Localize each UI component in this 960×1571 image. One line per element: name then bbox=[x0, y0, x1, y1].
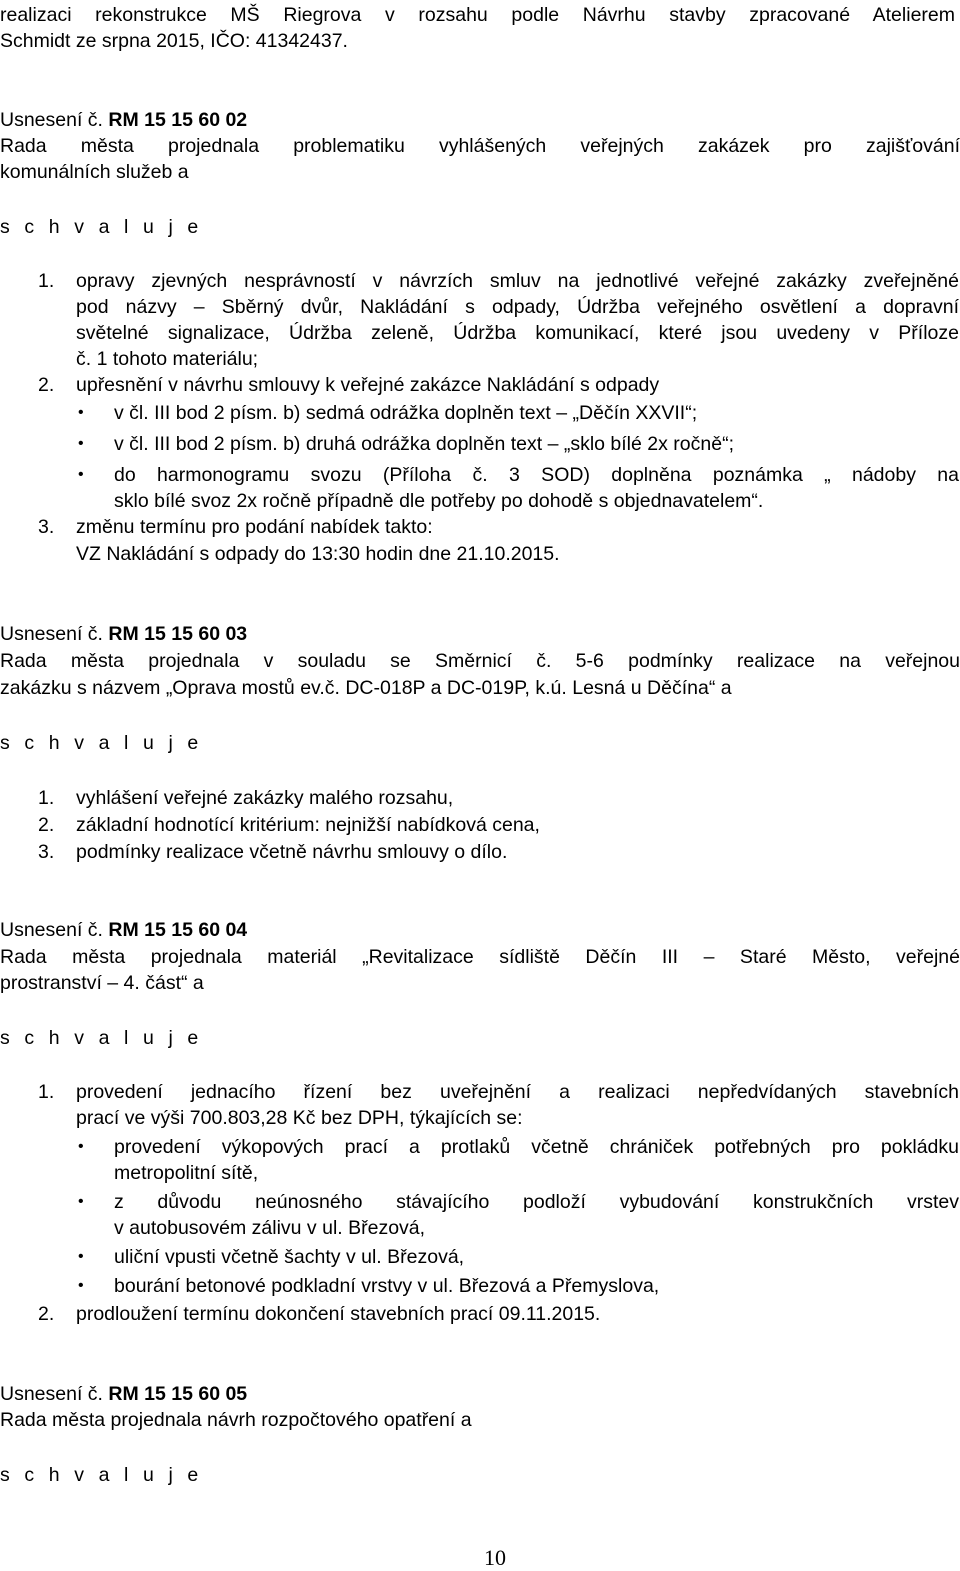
bullet-text: sklo bílé svoz 2x ročně případně dle potřeby po dohodě s objednavatelem“. bbox=[114, 490, 764, 512]
resolution-heading bbox=[0, 1381, 247, 1407]
bullet-text: z důvodu neúnosného stávajícího podloží vybudování konstrukčních vrstev bbox=[114, 1191, 959, 1213]
approve-word: s c h v a l u j e bbox=[0, 216, 203, 238]
bullet-icon: • bbox=[78, 1277, 84, 1294]
bullet-text: v autobusovém zálivu v ul. Březová, bbox=[114, 1217, 426, 1239]
resolution-text: zakázku s názvem „Oprava mostů ev.č. DC-018P a DC-019P, k.ú. Lesná u Děčína“ a bbox=[0, 677, 732, 699]
bullet-text: metropolitní sítě, bbox=[114, 1162, 259, 1184]
bullet-text: uliční vpusti včetně šachty v ul. Březová, bbox=[114, 1246, 465, 1268]
item-number: 1. bbox=[38, 270, 55, 292]
bullet-text: v čl. III bod 2 písm. b) sedmá odrážka doplněn text – „Děčín XXVII“; bbox=[114, 402, 698, 424]
resolution-heading bbox=[0, 621, 247, 647]
item-text: světelné signalizace, Údržba zeleně, Údržba komunikací, které jsou uvedeny v Příloze bbox=[76, 322, 959, 344]
resolution-heading bbox=[0, 917, 247, 943]
item-text: vyhlášení veřejné zakázky malého rozsahu, bbox=[76, 787, 454, 809]
heading-prefix: Usnesení č. bbox=[0, 623, 103, 645]
item-text: pod názvy – Sběrný dvůr, Nakládání s odpady, Údržba veřejného osvětlení a dopravní bbox=[76, 296, 959, 318]
resolution-text: prostranství – 4. část“ a bbox=[0, 972, 204, 994]
bullet-icon: • bbox=[78, 404, 84, 421]
item-number: 2. bbox=[38, 1303, 55, 1325]
item-text: prací ve výši 700.803,28 Kč bez DPH, týkajících se: bbox=[76, 1107, 523, 1129]
item-text: č. 1 tohoto materiálu; bbox=[76, 348, 259, 370]
resolution-text: komunálních služeb a bbox=[0, 161, 189, 183]
heading-prefix: Usnesení č. bbox=[0, 919, 103, 941]
resolution-text: Rada města projednala v souladu se Směrnicí č. 5-6 podmínky realizace na veřejnou bbox=[0, 650, 960, 672]
item-text: základní hodnotící kritérium: nejnižší nabídková cena, bbox=[76, 814, 540, 836]
heading-prefix: Usnesení č. bbox=[0, 1383, 103, 1405]
bullet-icon: • bbox=[78, 1193, 84, 1210]
heading-number: RM 15 15 60 04 bbox=[108, 919, 248, 941]
heading-number: RM 15 15 60 05 bbox=[108, 1383, 248, 1405]
item-number: 3. bbox=[38, 516, 55, 538]
heading-prefix: Usnesení č. bbox=[0, 109, 103, 131]
item-number: 1. bbox=[38, 1081, 55, 1103]
item-number: 3. bbox=[38, 841, 55, 863]
approve-word: s c h v a l u j e bbox=[0, 1464, 203, 1486]
item-number: 1. bbox=[38, 787, 55, 809]
bullet-text: provedení výkopových prací a protlaků včetně chrániček potřebných pro pokládku bbox=[114, 1136, 959, 1158]
item-text: opravy zjevných nesprávností v návrzích smluv na jednotlivé veřejné zakázky zveřejněné bbox=[76, 270, 959, 292]
item-text: podmínky realizace včetně návrhu smlouvy o dílo. bbox=[76, 841, 508, 863]
item-text: upřesnění v návrhu smlouvy k veřejné zakázce Nakládání s odpady bbox=[76, 374, 660, 396]
intro-line: Schmidt ze srpna 2015, IČO: 41342437. bbox=[0, 30, 348, 52]
heading-number: RM 15 15 60 02 bbox=[108, 109, 248, 131]
heading-number: RM 15 15 60 03 bbox=[108, 623, 248, 645]
resolution-text: Rada města projednala problematiku vyhlášených veřejných zakázek pro zajišťování bbox=[0, 135, 960, 157]
page-number: 10 bbox=[484, 1545, 506, 1570]
bullet-text: v čl. III bod 2 písm. b) druhá odrážka doplněn text – „sklo bílé 2x ročně“; bbox=[114, 433, 734, 455]
approve-word: s c h v a l u j e bbox=[0, 1027, 203, 1049]
approve-word: s c h v a l u j e bbox=[0, 732, 203, 754]
bullet-icon: • bbox=[78, 435, 84, 452]
item-text: prodloužení termínu dokončení stavebních prací 09.11.2015. bbox=[76, 1303, 601, 1325]
resolution-text: Rada města projednala návrh rozpočtového opatření a bbox=[0, 1409, 472, 1431]
resolution-text: Rada města projednala materiál „Revitalizace sídliště Děčín III – Staré Město, veřejné bbox=[0, 946, 960, 968]
item-number: 2. bbox=[38, 814, 55, 836]
item-text: provedení jednacího řízení bez uveřejnění a realizaci nepředvídaných stavebních bbox=[76, 1081, 959, 1103]
bullet-icon: • bbox=[78, 466, 84, 483]
resolution-heading bbox=[0, 107, 247, 133]
intro-line: realizaci rekonstrukce MŠ Riegrova v rozsahu podle Návrhu stavby zpracované Atelierem bbox=[0, 4, 955, 26]
item-number: 2. bbox=[38, 374, 55, 396]
bullet-icon: • bbox=[78, 1248, 84, 1265]
bullet-icon: • bbox=[78, 1138, 84, 1155]
item-text: změnu termínu pro podání nabídek takto: bbox=[76, 516, 433, 538]
item-text: VZ Nakládání s odpady do 13:30 hodin dne 21.10.2015. bbox=[76, 543, 560, 565]
bullet-text: bourání betonové podkladní vrstvy v ul. Březová a Přemyslova, bbox=[114, 1275, 660, 1297]
bullet-text: do harmonogramu svozu (Příloha č. 3 SOD) doplněna poznámka „ nádoby na bbox=[114, 464, 959, 486]
